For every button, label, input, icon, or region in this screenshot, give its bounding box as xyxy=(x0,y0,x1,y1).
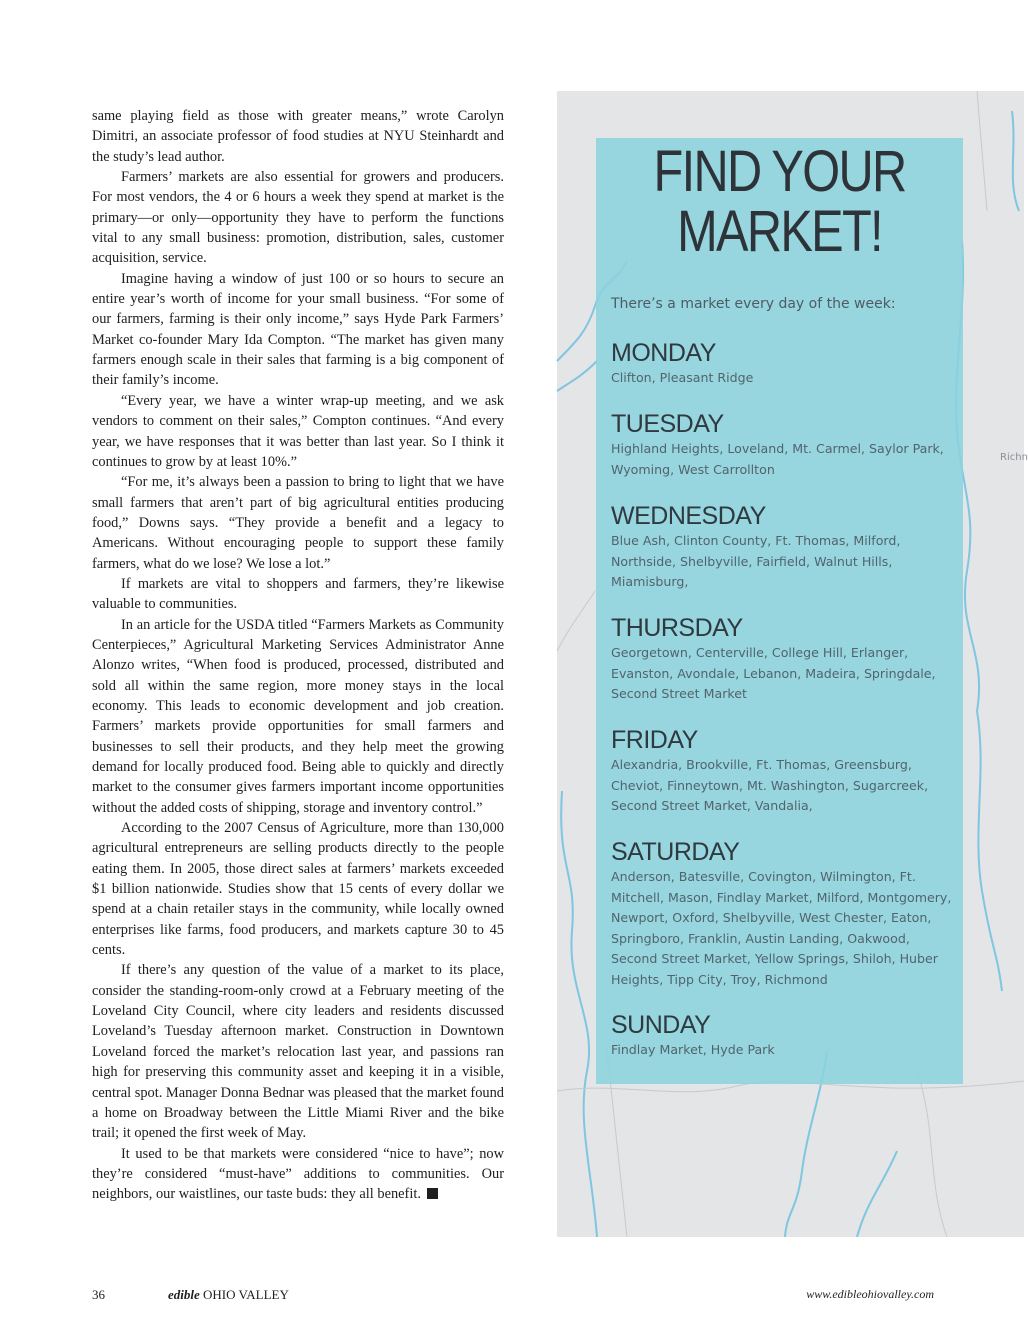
article-paragraph-last xyxy=(92,1144,504,1205)
day-places: Highland Heights, Loveland, Mt. Carmel, Saylor Park, Wyoming, West Carrollton xyxy=(611,441,944,477)
day-friday xyxy=(611,726,956,817)
article-paragraph: According to the 2007 Census of Agriculture, more than 130,000 agricultural entrepreneurs are selling products directly to the people eating them. In 2005, those direct sales at farmers’ markets exceeded $1 billion nationwide. Studies show that 15 cents of every dollar we spend at a chain retailer stays in the community, while locally owned enterprises like farms, food producers, and markets capture 30 to 45 cents. xyxy=(92,820,504,959)
article-paragraph: same playing field as those with greater means,” wrote Carolyn Dimitri, an associate professor of food studies at NYU Steinhardt and the study’s lead author. xyxy=(92,108,504,165)
day-monday xyxy=(611,339,956,389)
day-name: MONDAY xyxy=(611,339,716,367)
day-sunday xyxy=(611,1011,956,1061)
map-place-label: Richn xyxy=(1000,452,1028,463)
article-column xyxy=(92,106,504,1205)
article-paragraph: “Every year, we have a winter wrap-up meeting, and we ask vendors to comment on their sales,” Compton continues. “And every year, we have responses that it was better than last year. So I think it continues to grow by at least 10%.” xyxy=(92,392,504,470)
day-name: SATURDAY xyxy=(611,838,740,866)
brand-rest: OHIO VALLEY xyxy=(203,1287,289,1302)
brand-italic: edible xyxy=(168,1287,200,1302)
article-paragraph: Imagine having a window of just 100 or so hours to secure an entire year’s worth of income for your small business. “For some of our farmers, farming is their only income,” says Hyde Park Farmers’ Market co-founder Mary Ida Compton. “The market has given many farmers enough scale in their sales that farming is a big component of their family’s income. xyxy=(92,270,504,389)
day-name: SUNDAY xyxy=(611,1011,711,1039)
day-thursday xyxy=(611,614,956,705)
article-paragraph: If there’s any question of the value of a market to its place, consider the standing-room-only crowd at a February meeting of the Loveland City Council, where city leaders and residents discussed Loveland’s Tuesday afternoon market. Construction in Downtown Loveland forced the market’s relocation last year, and passions ran high for preserving this community asset and keeping it in a visible, central spot. Manager Donna Bednar was pleased that the market found a home on Broadway between the Little Miami River and the bike trail; it opened the first week of May. xyxy=(92,962,504,1142)
day-places: Georgetown, Centerville, College Hill, Erlanger, Evanston, Avondale, Lebanon, Madeira, Springdale, Second Street Market xyxy=(611,645,936,701)
article-paragraph: If markets are vital to shoppers and farmers, they’re likewise valuable to communities. xyxy=(92,575,504,613)
page-number: 36 xyxy=(92,1287,105,1302)
day-places: Blue Ash, Clinton County, Ft. Thomas, Milford, Northside, Shelbyville, Fairfield, Walnut Hills, Miamisburg, xyxy=(611,533,901,589)
day-name: WEDNESDAY xyxy=(611,502,766,530)
day-tuesday xyxy=(611,410,956,480)
day-places: Alexandria, Brookville, Ft. Thomas, Greensburg, Cheviot, Finneytown, Mt. Washington, Sugarcreek, Second Street Market, Vandalia, xyxy=(611,757,929,813)
website-url: www.edibleohiovalley.com xyxy=(806,1287,934,1301)
day-places: Findlay Market, Hyde Park xyxy=(611,1042,775,1057)
article-paragraph: “For me, it’s always been a passion to bring to light that we have small farmers that aren’t part of big agricultural entities producing food,” Downs says. “They provide a benefit and a legacy to Americans. Without encouraging people to support these family farmers, what do we lose? We lose a lot.” xyxy=(92,474,504,572)
day-wednesday xyxy=(611,502,956,593)
find-your-market-panel xyxy=(596,138,963,1084)
article-last-text: It used to be that markets were considered “nice to have”; now they’re considered “must-have” additions to communities. Our neighbors, our waistlines, our taste buds: they all benefit. xyxy=(92,1145,504,1203)
article-paragraph: Farmers’ markets are also essential for growers and producers. For most vendors, the 4 or 6 hours a week they spend at market is the primary—or only—opportunity they have to perform the functions vital to any small business: promotion, distribution, sales, customer acquisition, service. xyxy=(92,169,504,267)
day-name: TUESDAY xyxy=(611,410,724,438)
day-name: FRIDAY xyxy=(611,726,698,754)
day-places: Clifton, Pleasant Ridge xyxy=(611,370,754,385)
magazine-brand xyxy=(168,1287,289,1303)
end-mark-icon xyxy=(427,1188,438,1199)
panel-title-line1: FIND YOUR xyxy=(653,139,906,204)
day-saturday xyxy=(611,838,956,990)
day-name: THURSDAY xyxy=(611,614,743,642)
panel-title-line2: MARKET! xyxy=(677,199,882,264)
day-places: Anderson, Batesville, Covington, Wilmington, Ft. Mitchell, Mason, Findlay Market, Milford, Montgomery, Newport, Oxford, Shelbyville, West Chester, Eaton, Springboro, Franklin, Austin Landing, Oakwood, Second Street Market, Yellow Springs, Shiloh, Huber Heights, Tipp City, Troy, Richmond xyxy=(611,869,952,987)
panel-intro: There’s a market every day of the week: xyxy=(611,296,896,312)
panel-title xyxy=(625,139,933,264)
article-paragraph: In an article for the USDA titled “Farmers Markets as Community Centerpieces,” Agricultural Marketing Services Administrator Anne Alonzo writes, “When food is produced, processed, distributed and sold all within the same region, more money stays in the local economy. This leads to economic development and job creation. Farmers’ markets provide opportunities for small farmers and businesses to sell their products, and they help meet the growing demand for locally produced food. Being able to quickly and directly market to the consumer gives farmers important income opportunities without the added costs of shipping, storage and inventory control.” xyxy=(92,616,504,816)
